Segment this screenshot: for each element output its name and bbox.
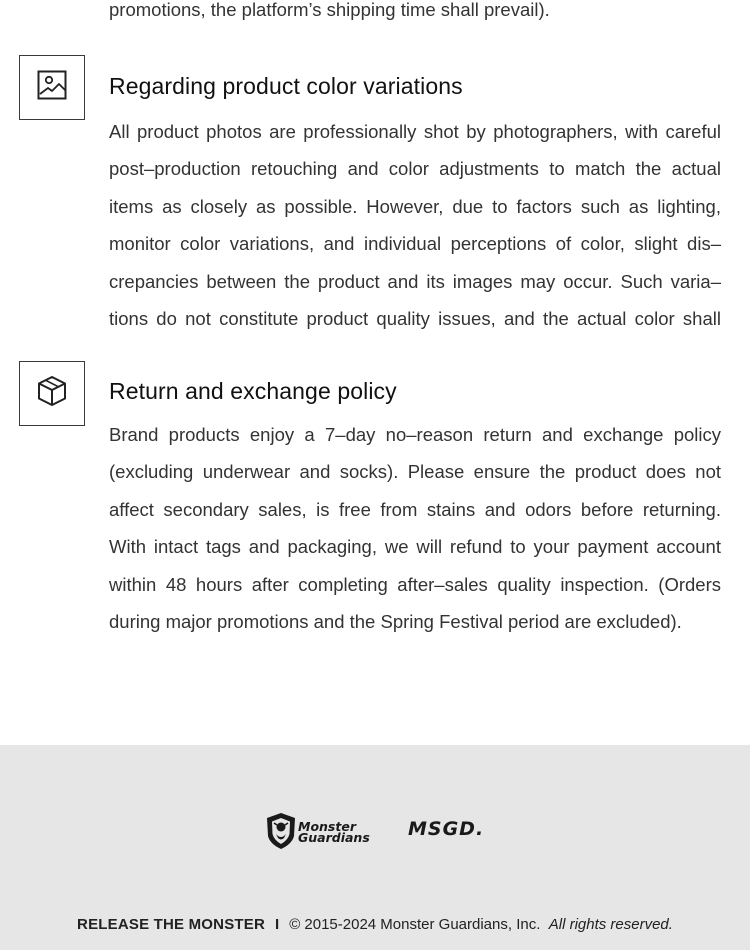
wordmark-line1: Monster <box>298 819 356 834</box>
section-body <box>109 423 721 647</box>
copyright-line <box>0 916 750 933</box>
body-line: Brand products enjoy a 7–day no–reason return and exchange policy <box>109 424 721 445</box>
body-line: within 48 hours after completing after–sales quality inspection. (Orders <box>109 573 721 595</box>
copyright-text: © 2015-2024 Monster Guardians, Inc. <box>289 916 541 933</box>
previous-section-text-tail: promotions, the platform’s shipping time shall prevail). <box>109 0 550 20</box>
body-line: (excluding underwear and socks). Please ensure the product does not <box>109 461 721 483</box>
section-body <box>109 120 721 344</box>
body-line: during major promotions and the Spring Festival period are excluded). <box>109 610 682 632</box>
rights-text: All rights reserved. <box>548 916 673 933</box>
footer <box>0 745 750 950</box>
brand-slogan: RELEASE THE MONSTER <box>77 916 266 933</box>
section-title: Return and exchange policy <box>109 378 397 404</box>
brand-logos <box>0 811 750 851</box>
color-variations-icon-frame <box>19 55 85 120</box>
divider: I <box>275 916 280 933</box>
image-icon <box>36 69 68 106</box>
return-policy-icon-frame <box>19 361 85 426</box>
box-icon <box>35 374 69 413</box>
body-line: All product photos are professionally shot by photographers, with careful <box>109 121 721 142</box>
body-line: crepancies between the product and its images may occur. Such varia– <box>109 270 721 292</box>
section-title: Regarding product color variations <box>109 73 463 99</box>
body-line: monitor color variations, and individual perceptions of color, slight dis– <box>109 233 721 255</box>
body-line: items as closely as possible. However, due to factors such as lighting, <box>109 195 721 217</box>
wordmark-line2: Guardians <box>298 830 370 845</box>
body-line: affect secondary sales, is free from stains and odors before returning. <box>109 498 721 520</box>
monster-guardians-wordmark <box>298 821 370 843</box>
body-line: tions do not constitute product quality issues, and the actual color shall <box>109 307 721 329</box>
msgd-logo: MSGD. <box>408 818 485 840</box>
body-line: post–production retouching and color adjustments to match the actual <box>109 158 721 180</box>
body-line: With intact tags and packaging, we will refund to your payment account <box>109 536 721 558</box>
